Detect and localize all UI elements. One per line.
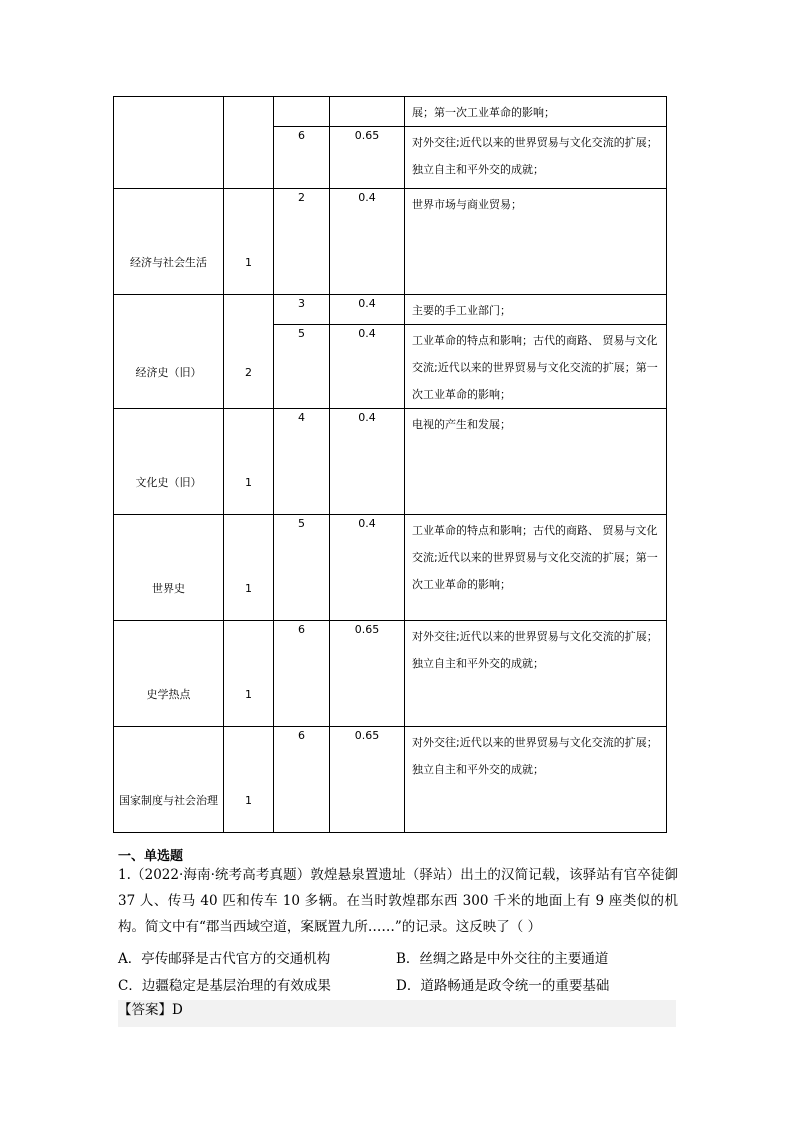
answer-box	[118, 1000, 676, 1027]
table-row	[114, 409, 667, 515]
difficulty-cell: 0.65	[330, 621, 405, 727]
difficulty-cell: 0.65	[330, 127, 405, 189]
question-stem: 1.（2022·海南·统考高考真题）敦煌悬泉置遗址（驿站）出土的汉简记载，该驿站有官卒徒御 37 人、传马 40 匹和传车 10 多辆。在当时敦煌郡东西 300 千米的地面上有 9 座类似的机构。简文中有“郡当西域空道，案厩置九所……”的记录。这反映了（ ）	[118, 867, 678, 935]
module-name-cell: 史学热点	[114, 621, 224, 727]
option-d: D．道路畅通是政令统一的重要基础	[396, 978, 610, 994]
question-number-cell: 4	[274, 409, 330, 515]
module-name-cell: 世界史	[114, 515, 224, 621]
question-number-cell: 3	[274, 295, 330, 325]
difficulty-cell: 0.4	[330, 409, 405, 515]
question-count-cell: 1	[224, 727, 274, 833]
option-c: C．边疆稳定是基层治理的有效成果	[118, 978, 331, 994]
question-count-cell: 1	[224, 409, 274, 515]
knowledge-point-cell: 对外交往;近代以来的世界贸易与文化交流的扩展；独立自主和平外交的成就；	[405, 127, 667, 189]
question-number-cell: 6	[274, 127, 330, 189]
difficulty-cell: 0.4	[330, 515, 405, 621]
knowledge-point-cell: 工业革命的特点和影响；古代的商路、 贸易与文化交流;近代以来的世界贸易与文化交流的扩展；第一次工业革命的影响；	[405, 515, 667, 621]
question-count-cell	[224, 97, 274, 189]
section-heading: 一、单选题	[118, 849, 184, 864]
knowledge-point-cell: 对外交往;近代以来的世界贸易与文化交流的扩展；独立自主和平外交的成就；	[405, 621, 667, 727]
question-count-cell: 2	[224, 295, 274, 409]
knowledge-point-cell: 主要的手工业部门；	[405, 295, 667, 325]
table-row	[114, 727, 667, 833]
table-row	[114, 621, 667, 727]
table-row	[114, 515, 667, 621]
option-b: B．丝绸之路是中外交往的主要通道	[396, 951, 609, 967]
knowledge-point-cell: 对外交往;近代以来的世界贸易与文化交流的扩展；独立自主和平外交的成就；	[405, 727, 667, 833]
question-count-cell: 1	[224, 189, 274, 295]
question-number-cell: 6	[274, 621, 330, 727]
module-name-cell: 经济史（旧）	[114, 295, 224, 409]
question-number-cell	[274, 97, 330, 127]
difficulty-cell: 0.4	[330, 325, 405, 409]
knowledge-point-cell: 电视的产生和发展；	[405, 409, 667, 515]
difficulty-cell: 0.4	[330, 189, 405, 295]
option-a: A．亭传邮驿是古代官方的交通机构	[118, 951, 331, 967]
knowledge-point-cell: 展；第一次工业革命的影响；	[405, 97, 667, 127]
difficulty-cell	[330, 97, 405, 127]
answer-text: 【答案】D	[118, 1002, 183, 1018]
module-name-cell: 经济与社会生活	[114, 189, 224, 295]
module-name-cell	[114, 97, 224, 189]
table-row	[114, 295, 667, 325]
question-number-cell: 5	[274, 325, 330, 409]
knowledge-point-cell: 工业革命的特点和影响；古代的商路、 贸易与文化交流;近代以来的世界贸易与文化交流的扩展；第一次工业革命的影响；	[405, 325, 667, 409]
question-number-cell: 5	[274, 515, 330, 621]
question-number-cell: 2	[274, 189, 330, 295]
question-number-cell: 6	[274, 727, 330, 833]
knowledge-point-table	[113, 96, 667, 833]
module-name-cell: 文化史（旧）	[114, 409, 224, 515]
difficulty-cell: 0.4	[330, 295, 405, 325]
question-count-cell: 1	[224, 515, 274, 621]
difficulty-cell: 0.65	[330, 727, 405, 833]
module-name-cell: 国家制度与社会治理	[114, 727, 224, 833]
knowledge-point-cell: 世界市场与商业贸易；	[405, 189, 667, 295]
table-row	[114, 97, 667, 127]
table-row	[114, 189, 667, 295]
question-count-cell: 1	[224, 621, 274, 727]
